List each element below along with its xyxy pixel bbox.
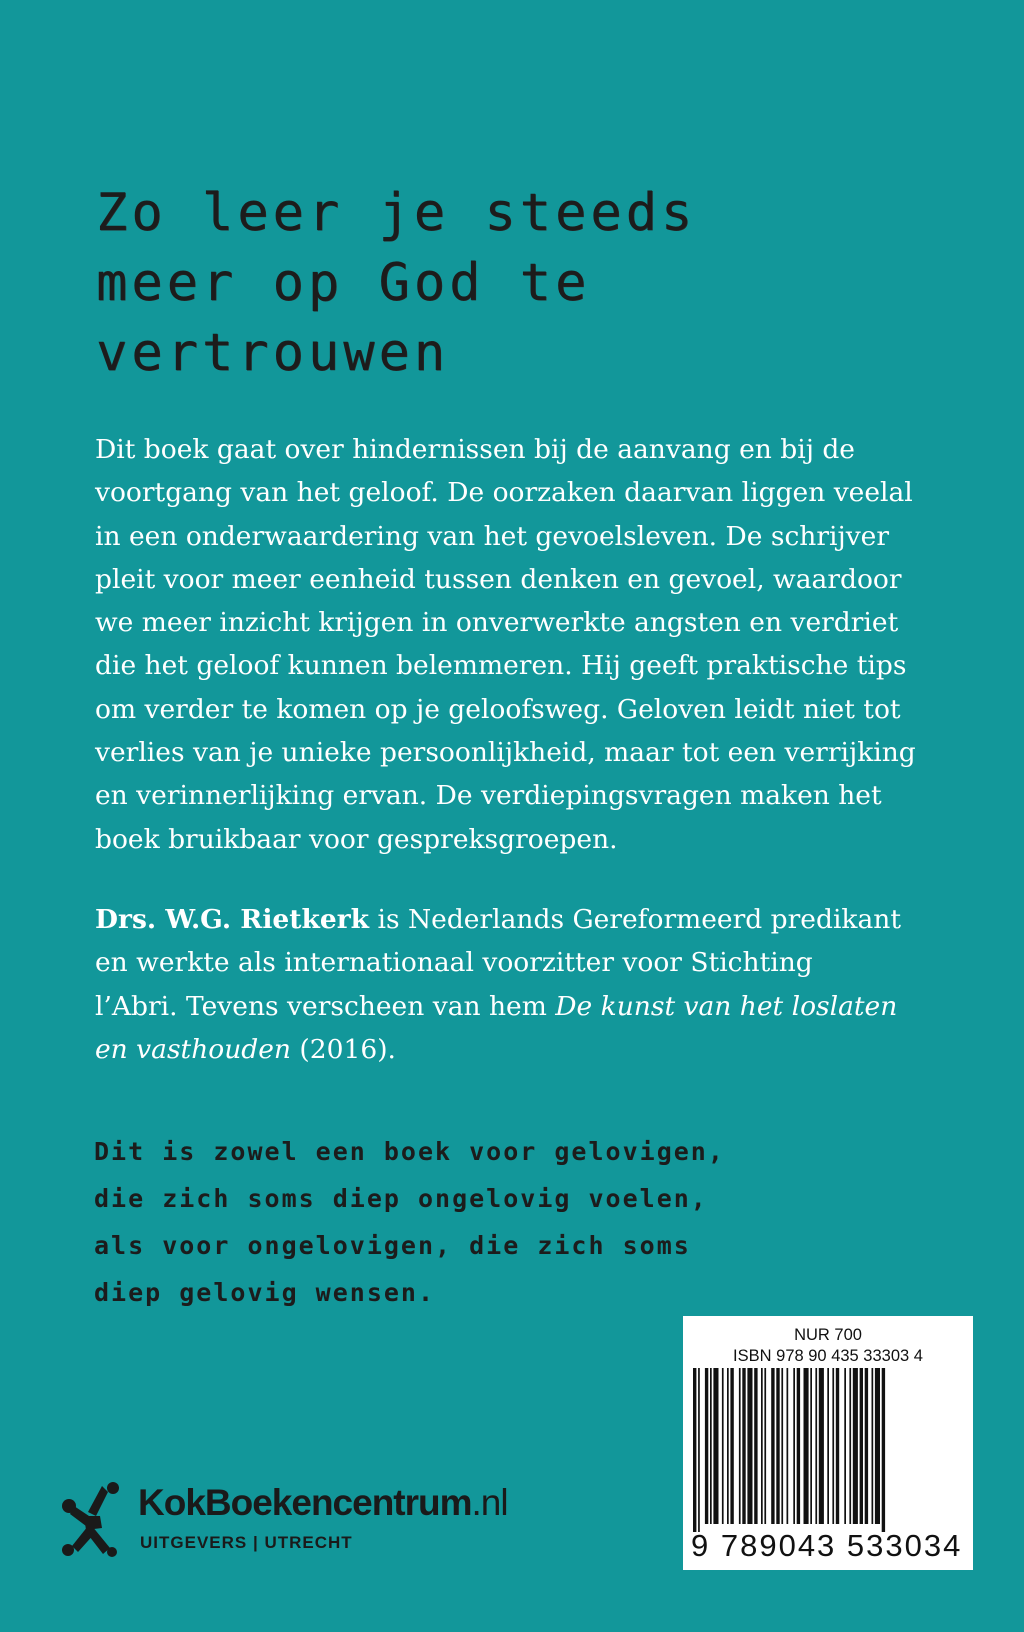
publication-year: (2016). [291,1033,396,1065]
publisher-name [138,1482,508,1524]
author-bio-line [95,985,975,1028]
barcode-digits: 9 789043 533034 [691,1528,963,1563]
other-book-title: De kunst van het loslaten [555,990,898,1022]
headline [96,178,956,388]
quote-line: als voor ongelovigen, die zich soms [94,1231,691,1260]
nur-code: NUR 700 [794,1326,862,1344]
barcode-bar [875,1368,880,1524]
headline-line: vertrouwen [96,323,450,383]
barcode-bar [730,1368,733,1524]
barcode-bar [872,1368,874,1524]
quote-line: diep gelovig wensen. [94,1278,436,1307]
barcode-bar [827,1368,829,1524]
headline-line: meer op God te [96,253,591,313]
description-line: boek bruikbaar voor gespreksgroepen. [95,823,618,855]
barcode-bar [764,1368,766,1524]
barcode-label [683,1316,973,1570]
author-bio-line: en werkte als internationaal voorzitter voor Stichting [95,947,813,979]
barcode-bar [776,1368,779,1524]
description-line: en verinnerlijking ervan. De verdiepingsvragen maken het [95,780,882,812]
publisher-subtitle: UITGEVERS | UTRECHT [140,1533,353,1552]
barcode-bar [793,1368,795,1524]
barcode-bar [739,1368,741,1524]
barcode-bars [683,1368,973,1534]
quote-line: Dit is zowel een boek voor gelovigen, [94,1137,725,1166]
barcode-bar [844,1368,846,1524]
publisher-logo [56,1476,536,1566]
quote [94,1128,974,1316]
barcode-bar [742,1368,745,1524]
author-bio-line [95,898,975,941]
description-line: we meer inzicht krijgen in onverwerkte angsten en verdriet [95,607,899,639]
author-name: Drs. W.G. Rietkerk [95,904,370,935]
barcode-bar [853,1368,858,1524]
book-description [95,428,965,861]
description-line: in een onderwaardering van het gevoelsleven. De schrijver [95,520,890,552]
author-bio-line [95,1028,975,1071]
description-line: Dit boek gaat over hindernissen bij de aanvang en bij de [95,434,855,465]
barcode-bar [771,1368,774,1524]
description-line: pleit voor meer eenheid tussen denken en gevoel, waardoor [95,563,902,595]
kok-boekencentrum-logo-icon [56,1476,126,1562]
author-bio-text: is Nederlands Gereformeerd predikant [369,904,901,935]
barcode-bar [693,1368,696,1532]
barcode-bar [797,1368,800,1524]
barcode-bar [865,1368,868,1524]
barcode-bar [713,1368,718,1524]
barcode-bar [849,1368,851,1524]
barcode-bar [754,1368,757,1524]
barcode-bar [882,1368,885,1532]
isbn-number: ISBN 978 90 435 33303 4 [733,1347,923,1365]
headline-line: Zo leer je steeds [96,183,697,243]
description-line: die het geloof kunnen belemmeren. Hij geeft praktische tips [95,650,907,682]
barcode-bar [727,1368,729,1524]
barcode-bar [804,1368,809,1524]
other-book-title: en vasthouden [95,1033,291,1065]
barcode-bar [722,1368,724,1524]
author-bio-text: l’Abri. Tevens verscheen van hem [95,990,556,1022]
publisher-name-text: KokBoekencentrum [138,1482,472,1523]
barcode-bar [860,1368,863,1524]
barcode-bar [705,1368,708,1524]
barcode-bar [810,1368,812,1524]
barcode-bar [836,1368,839,1524]
barcode-bar [747,1368,752,1524]
barcode-bar [710,1368,712,1524]
publisher-tld: .nl [471,1482,508,1523]
quote-line: die zich soms diep ongelovig voelen, [94,1184,708,1213]
barcode-bar [832,1368,834,1524]
barcode-bar [698,1368,700,1532]
barcode-bar [815,1368,817,1524]
description-line: om verder te komen op je geloofsweg. Geloven leidt niet tot [95,693,901,725]
description-line: verlies van je unieke persoonlijkheid, maar tot een verrijking [95,737,916,769]
description-line: voortgang van het geloof. De oorzaken daarvan liggen veelal [95,477,913,509]
author-bio [95,898,975,1071]
barcode-bar [761,1368,763,1524]
barcode-bar [819,1368,824,1524]
barcode-bar [787,1368,789,1524]
barcode-bar [781,1368,783,1524]
